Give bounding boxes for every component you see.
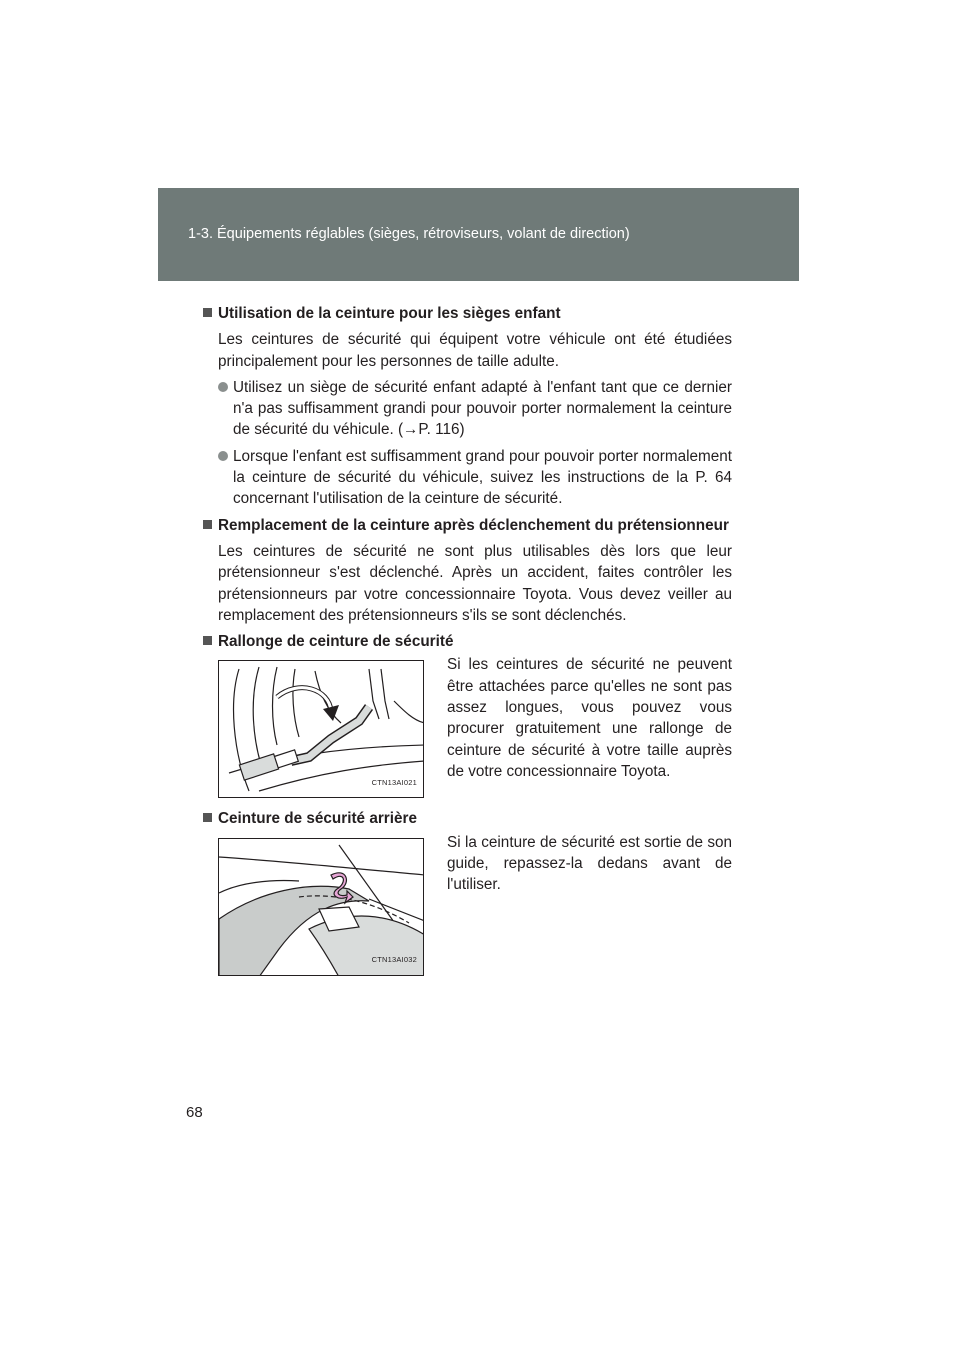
extender-figure-row bbox=[218, 656, 732, 798]
page-number: 68 bbox=[186, 1104, 203, 1121]
rear-belt-figure-row bbox=[218, 833, 732, 976]
bullet-text: Lorsque l'enfant est suffisamment grand pour pouvoir porter normalement la ceinture de sécurité du véhicule, suivez les instructions de la P. 64 concernant l'utilisation de la ceinture de sécurité. bbox=[233, 447, 732, 508]
figure-code: CTN13AI032 bbox=[371, 955, 417, 965]
section-heading-extender bbox=[203, 631, 732, 652]
section-heading-pretensioner bbox=[203, 515, 732, 536]
paragraph: Les ceintures de sécurité ne sont plus utilisables dès lors que leur prétensionneur s'est déclenché. Après un accident, faites contrôler les prétensionneurs par votre concessionnaire Toyota. Vous devez veiller au remplacement des prétensionneurs s'ils se sont déclenchés. bbox=[218, 542, 732, 624]
extender-description: Si les ceintures de sécurité ne peuvent être attachées parce qu'elles ne sont pas assez longues, vous pouvez vous procurer gratuitement une rallonge de ceinture de sécurité à votre taille auprès de votre concessionnaire Toyota. bbox=[447, 656, 732, 780]
section-heading-child-seat bbox=[203, 303, 732, 324]
rear-belt-guide-illustration bbox=[218, 838, 424, 976]
chapter-header bbox=[158, 188, 799, 281]
square-bullet-icon bbox=[203, 813, 212, 822]
rear-belt-description: Si la ceinture de sécurité est sortie de son guide, repassez-la dedans avant de l'utiliser. bbox=[447, 833, 732, 894]
section-heading-text: Rallonge de ceinture de sécurité bbox=[218, 633, 454, 651]
bullet-item bbox=[218, 446, 732, 510]
chapter-title: 1-3. Équipements réglables (sièges, rétroviseurs, volant de direction) bbox=[188, 226, 630, 242]
circle-bullet-icon bbox=[218, 382, 228, 392]
square-bullet-icon bbox=[203, 636, 212, 645]
section-heading-text: Ceinture de sécurité arrière bbox=[218, 810, 417, 828]
paragraph: Les ceintures de sécurité qui équipent votre véhicule ont été étudiées principalement pour les personnes de taille adulte. bbox=[218, 331, 732, 370]
page-content bbox=[203, 303, 732, 986]
square-bullet-icon bbox=[203, 308, 212, 317]
bullet-text: Utilisez un siège de sécurité enfant adapté à l'enfant tant que ce dernier n'a pas suffisamment grandi pour pouvoir porter normalement la ceinture de sécurité du véhicule. (→P. 116) bbox=[233, 378, 732, 439]
section-heading-rear-belt bbox=[203, 808, 732, 829]
square-bullet-icon bbox=[203, 520, 212, 529]
bullet-item bbox=[218, 377, 732, 441]
section-heading-text: Remplacement de la ceinture après déclenchement du prétensionneur bbox=[218, 516, 729, 534]
figure-code: CTN13AI021 bbox=[371, 778, 417, 788]
circle-bullet-icon bbox=[218, 451, 228, 461]
section-heading-text: Utilisation de la ceinture pour les sièges enfant bbox=[218, 305, 561, 322]
seat-belt-extender-illustration bbox=[218, 660, 424, 798]
